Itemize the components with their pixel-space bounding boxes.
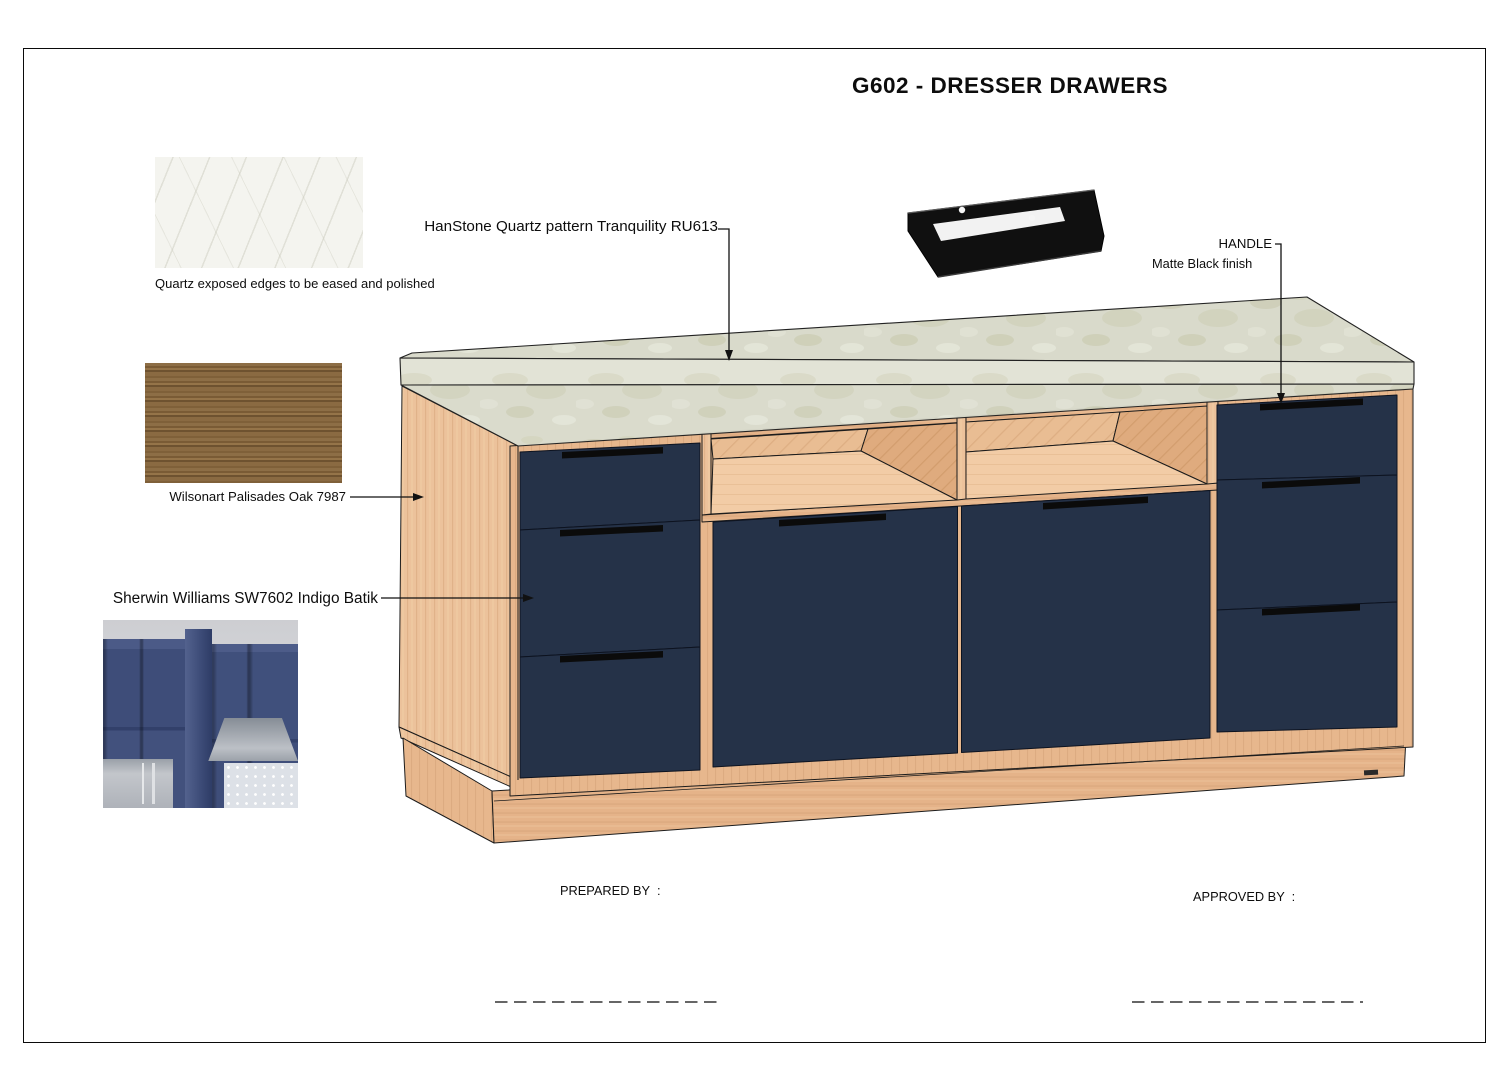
photo-fridge-handle	[152, 763, 155, 804]
paint-reference-photo	[103, 620, 298, 808]
open-cubby-right	[966, 406, 1207, 499]
quartz-swatch-image	[155, 157, 363, 268]
photo-fridge-handle	[142, 763, 145, 804]
countertop-top-face	[400, 297, 1414, 362]
photo-backsplash	[224, 763, 298, 808]
photo-refrigerator	[103, 759, 173, 808]
photo-cabinet-center-column	[185, 629, 212, 808]
prepared-by-label: PREPARED BY :	[560, 883, 661, 898]
side-panel	[399, 386, 518, 780]
handle-callout-label: HANDLE	[1218, 236, 1272, 251]
wood-callout-label: Wilsonart Palisades Oak 7987	[169, 489, 346, 504]
drawer-front-middle-1	[713, 507, 958, 768]
quartz-edge-note: Quartz exposed edges to be eased and polished	[155, 276, 435, 291]
cubby-right-wall	[1207, 400, 1218, 484]
drawer-front-right-2	[1217, 475, 1397, 610]
approved-by-label: APPROVED BY :	[1193, 889, 1296, 904]
countertop-front-edge	[400, 358, 1414, 385]
handle-body	[908, 190, 1104, 277]
cubby-left-wall	[702, 433, 711, 515]
drawer-front-right-3	[1217, 602, 1397, 732]
handle-screw-hole	[959, 207, 965, 213]
handle-screw-hole	[1029, 215, 1035, 221]
open-cubby-left	[711, 423, 957, 514]
drawer-front-left-2	[520, 520, 700, 657]
page-title: G602 - DRESSER DRAWERS	[851, 73, 1169, 98]
cubby-middle-divider	[957, 416, 966, 500]
wood-swatch-image	[145, 363, 342, 483]
handle-product-image	[908, 190, 1104, 277]
handle-finish-label: Matte Black finish	[1152, 256, 1253, 271]
quartz-callout-label: HanStone Quartz pattern Tranquility RU613	[424, 218, 718, 235]
drawer-front-left-3	[520, 647, 700, 778]
paint-callout-label: Sherwin Williams SW7602 Indigo Batik	[112, 590, 378, 607]
drawer-front-middle-2	[962, 491, 1211, 753]
